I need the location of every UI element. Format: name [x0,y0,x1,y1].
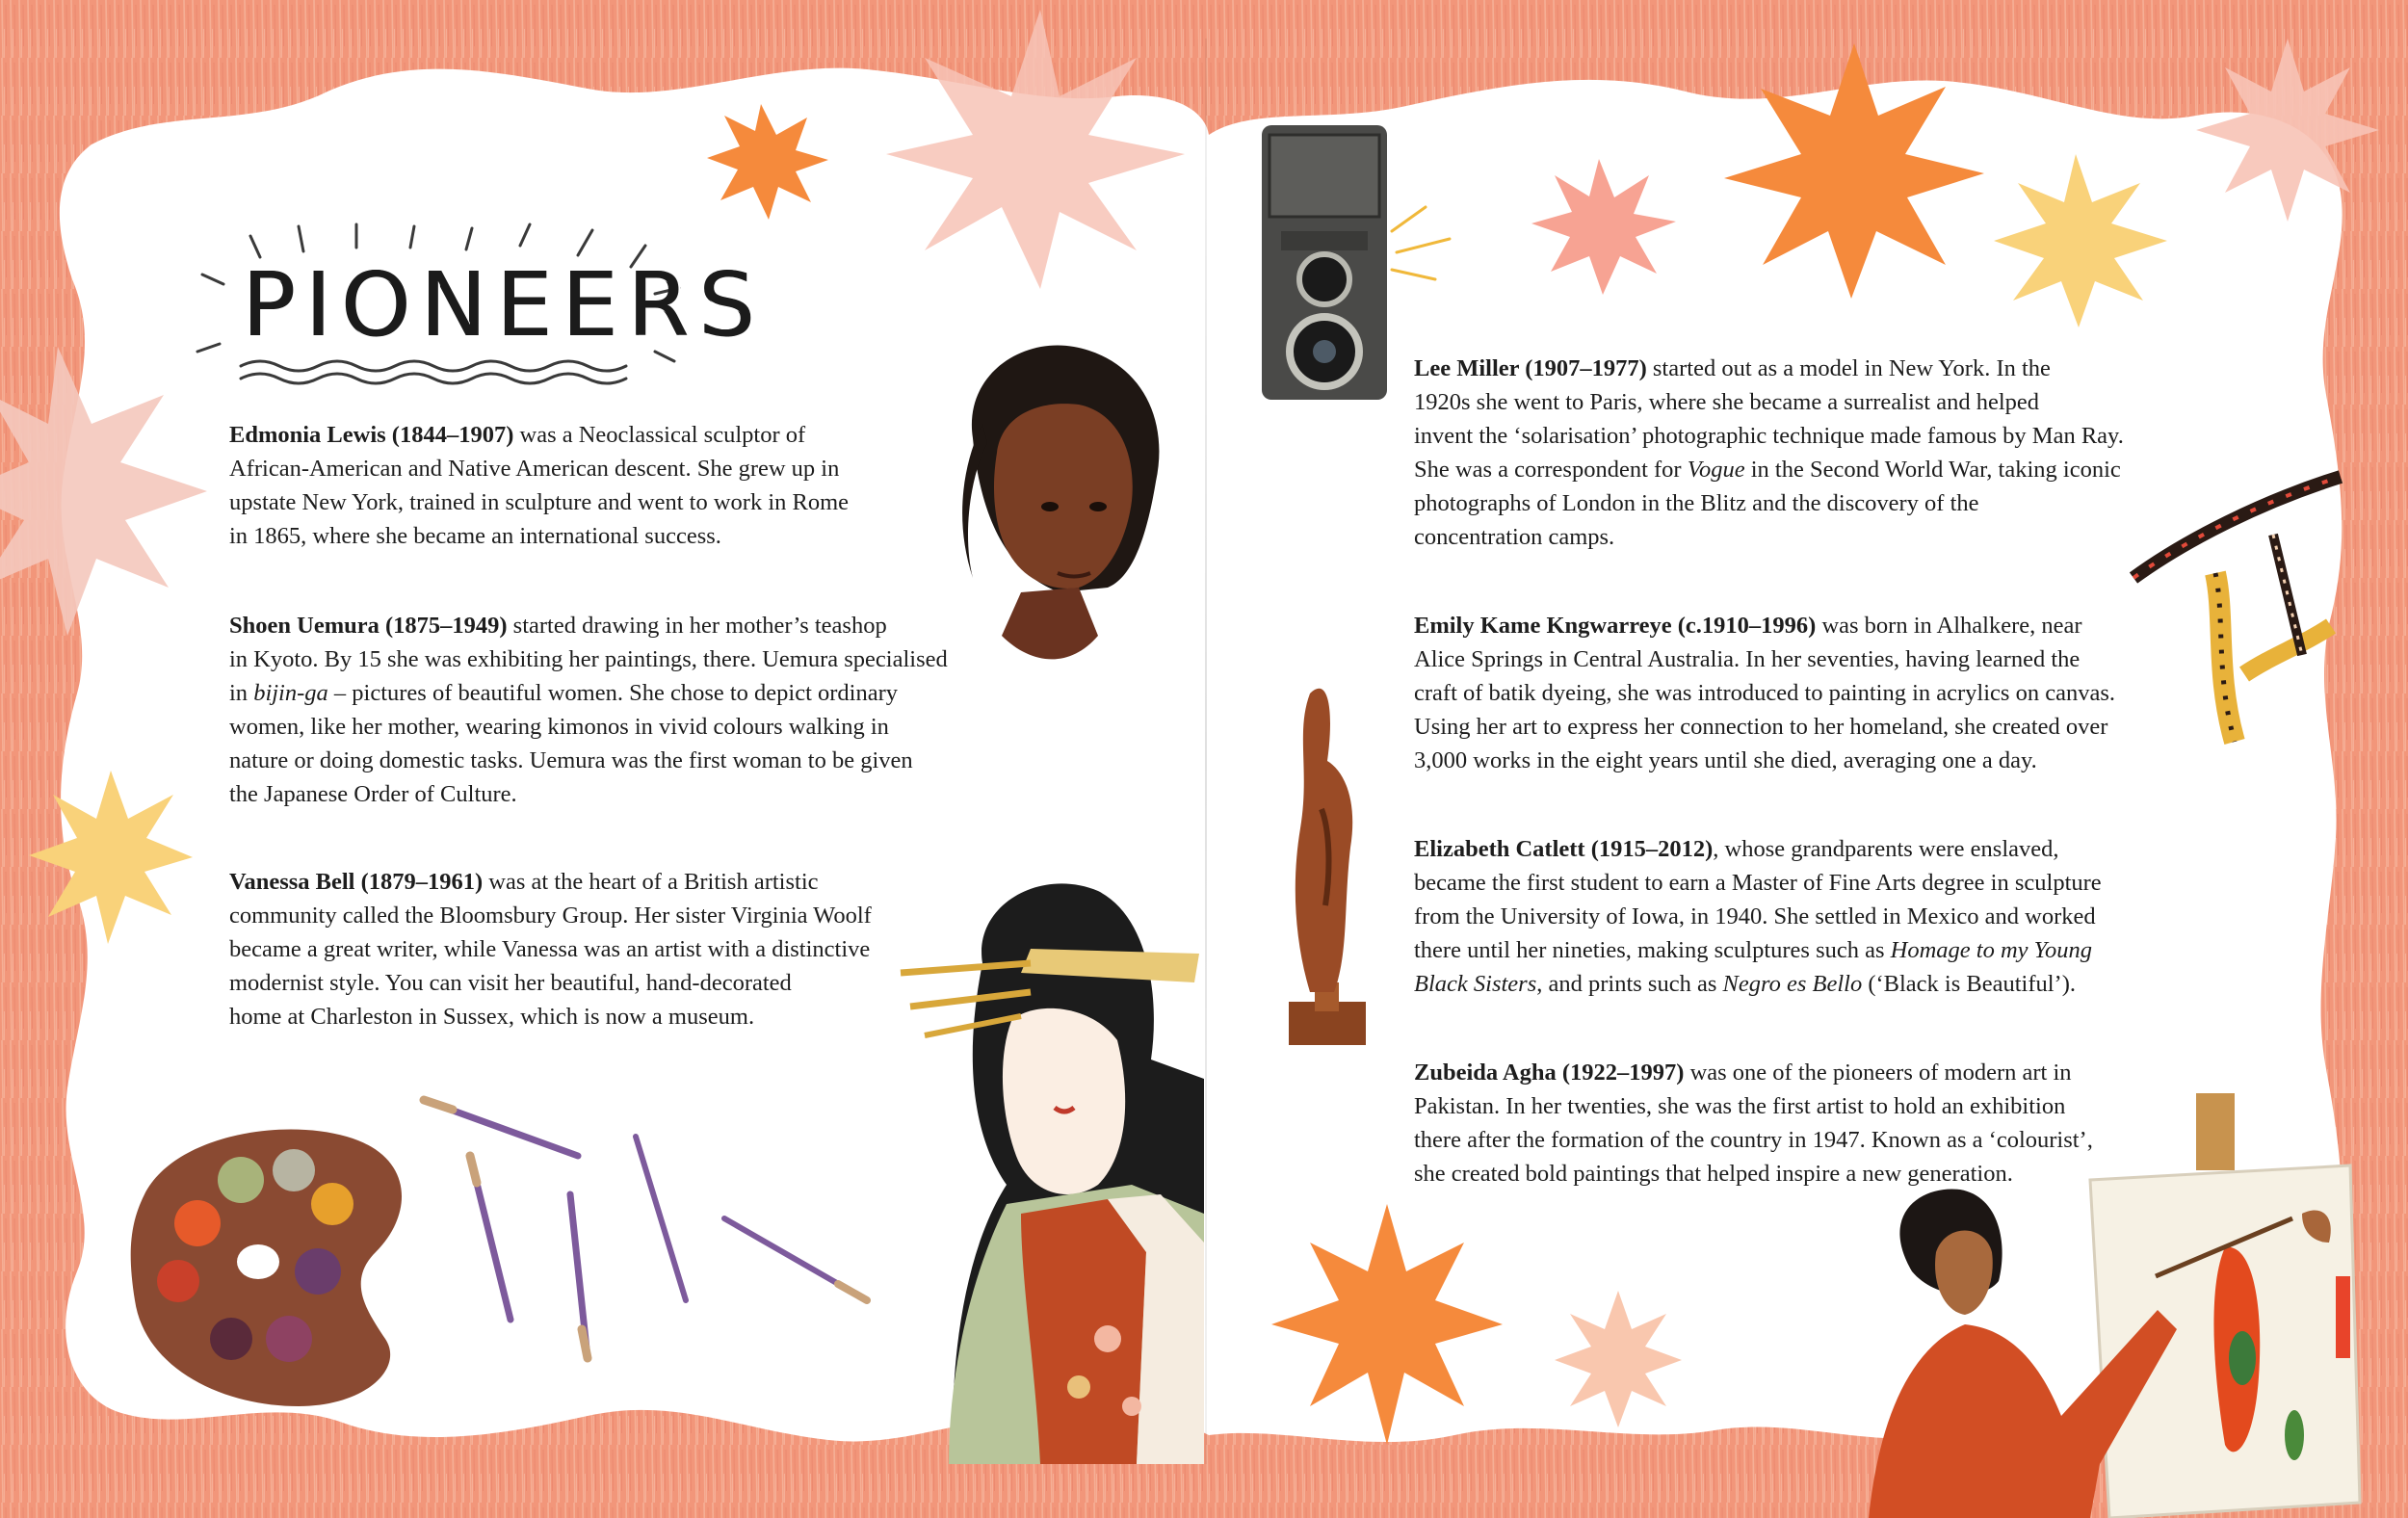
starburst-icon [707,104,828,220]
entry-elizabeth-catlett: Elizabeth Catlett (1915–2012), whose grandparents were enslaved, became the first student to earn a Master of Fine Arts degree in sculpture from the University of Iowa, in 1940. She settled in Mexico and worked there until her nineties, making sculptures such as Homage to my Young Black Sisters, and prints such as Negro es Bello (‘Black is Beautiful’). [1414,836,2102,997]
wooden-sculpture-icon [1289,689,1366,1045]
entry-name: Edmonia Lewis (1844–1907) [229,422,514,448]
entry-name: Zubeida Agha (1922–1997) [1414,1060,1685,1086]
entry-emily-kame-kngwarreye: Emily Kame Kngwarreye (c.1910–1996) was born in Alhalkere, near Alice Springs in Central Australia. In her seventies, having learned the craft of batik dyeing, she was introduced to painting in acrylics on canvas. Using her art to express her connection to her homeland, she created over 3,000 works in the eight years until she died, averaging one a day. [1414,613,2115,773]
paint-palette-icon [131,1130,402,1407]
entry-name: Emily Kame Kngwarreye (c.1910–1996) [1414,613,1817,639]
portrait-edmonia-lewis [962,345,1159,659]
starburst-icon [1994,154,2167,327]
title-text: PIONEERS [243,253,766,356]
starburst-icon [1271,1204,1503,1445]
paintbrush-icon [424,1100,867,1358]
entry-name: Elizabeth Catlett (1915–2012) [1414,836,1714,862]
starburst-icon [29,771,193,944]
entry-zubeida-agha: Zubeida Agha (1922–1997) was one of the pioneers of modern art in Pakistan. In her twenties, she was the first artist to hold an exhibition there after the formation of the country in 1947. Known as a ‘colourist’, she created bold paintings that helped inspire a new generation. [1414,1060,2093,1187]
entry-shoen-uemura: Shoen Uemura (1875–1949) started drawing in her mother’s teashop in Kyoto. By 15 she was exhibiting her paintings, there. Uemura specialised in bijin-ga – pictures of beautiful women. She chose to depict ordinary women, like her mother, wearing kimonos in vivid colours walking in nature or doing domestic tasks. Uemura was the first woman to be given the Japanese Order of Culture. [229,613,948,807]
starburst-icon [1531,159,1676,295]
starburst-icon [1724,43,1984,299]
starburst-icon [886,10,1185,289]
entry-name: Lee Miller (1907–1977) [1414,355,1647,381]
entry-name: Shoen Uemura (1875–1949) [229,613,508,639]
camera-icon [1262,125,1387,400]
entry-vanessa-bell: Vanessa Bell (1879–1961) was at the heart of a British artistic community called the Bloomsbury Group. Her sister Virginia Woolf became a great writer, while Vanessa was an artist with a distinctive modernist style. You can visit her beautiful, hand-decorated home at Charleston in Sussex, which is now a museum. [229,869,872,1030]
entry-lee-miller: Lee Miller (1907–1977) started out as a model in New York. In the 1920s she went to Paris, where she became a surrealist and helped invent the ‘solarisation’ photographic technique made famous by Man Ray. She was a correspondent for Vogue in the Second World War, taking iconic photographs of London in the Blitz and the discovery of the concentration camps. [1414,355,2124,550]
camera-sparkle-lines [1392,207,1450,279]
entry-name: Vanessa Bell (1879–1961) [229,869,484,895]
starburst-icon [2196,39,2379,222]
page-title [193,217,766,390]
starburst-icon [0,347,207,636]
starburst-icon [1555,1291,1682,1427]
portrait-japanese-woman [901,883,1204,1464]
aboriginal-art-icon [2133,477,2341,742]
entry-edmonia-lewis: Edmonia Lewis (1844–1907) was a Neoclassical sculptor of African-American and Native American descent. She grew up in upstate New York, trained in sculpture and went to work in Rome in 1865, where she became an international success. [229,422,850,549]
